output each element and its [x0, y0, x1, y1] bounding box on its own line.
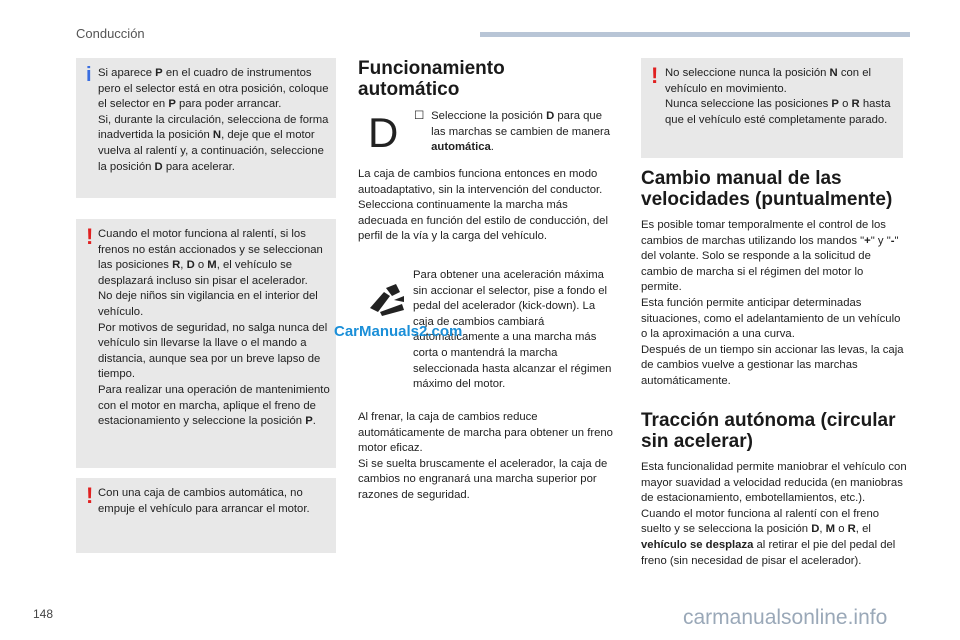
warning-note-push-start-text: Con una caja de cambios automática, no empuje el vehículo para arrancar el motor. [98, 487, 310, 515]
checkbox-icon: ☐ [414, 110, 425, 122]
info-note-text: Si aparece P en el cuadro de instrumentos pero el selector está en otra posición, coloque el selector en P para poder arrancar. Si, durante la circulación, selecciona de forma inadvertida la posición N, deje que el motor vuelva al ralentí y, a continuación, seleccione la posición D para acelerar. [98, 67, 329, 173]
section-header: Conducción [76, 26, 145, 41]
accelerator-pedal-icon [366, 282, 406, 318]
auto-step: ☐ Seleccione la posición D para que las marchas se cambien de manera automática. [414, 110, 611, 154]
warning-note-push-start [76, 478, 336, 553]
watermark: CarManuals2.com [334, 323, 463, 340]
warning-note-idle [76, 219, 336, 468]
creep-section-title: Tracción autónoma (circular sin acelerar) [641, 410, 896, 452]
warning-note-neutral [641, 58, 903, 158]
auto-section-title: Funcionamiento automático [358, 58, 505, 100]
page-number: 148 [33, 607, 54, 621]
auto-para2: Al frenar, la caja de cambios reduce automáticamente de marcha para obtener un freno motor eficaz. Si se suelta bruscamente el acelerador, la caja de cambios no engranará una marcha superior por razones de seguridad. [358, 411, 613, 501]
manual-body: Es posible tomar temporalmente el control de los cambios de marchas utilizando los mandos "+" y "-" del volante. Solo se responde a la solicitud de cambio de marcha si el régimen del motor lo permite. Esta función permite anticipar determinadas situaciones, como el adelantamiento de un vehículo o la aproximación a una curva. Después de un tiempo sin accionar las levas, la caja de cambios vuelve a gestionar las marchas automáticamente. [641, 219, 904, 387]
warning-icon: ! [86, 483, 94, 508]
info-note [76, 58, 336, 198]
kickdown-text: Para obtener una aceleración máxima sin accionar el selector, pise a fondo el pedal del acelerador (kick-down). La caja de cambios cambiará automáticamente a una marcha más corta o mantendrá la marcha seleccionada hasta alcanzar el régimen máximo del motor. [413, 269, 612, 391]
auto-para1: La caja de cambios funciona entonces en modo autoadaptativo, sin la intervención del conductor. Selecciona continuamente la marcha más adecuada en función del estilo de conducción, del perfil de la vía y la carga del vehículo. [358, 168, 608, 243]
info-icon: i [86, 64, 92, 86]
footer-url: carmanualsonline.info [683, 606, 888, 629]
creep-body: Esta funcionalidad permite maniobrar el vehículo con mayor suavidad a velocidad reducida (en maniobras de estacionamiento, embotellamientos, etc.). Cuando el motor funciona al ralentí con el freno suelto y se selecciona la posición D, M o R, el vehículo se desplaza al retirar el pie del pedal del freno (sin necesidad de pisar el acelerador). [641, 461, 907, 567]
gear-d-symbol: D [368, 109, 399, 156]
warning-icon: ! [86, 224, 94, 249]
warning-note-neutral-text: No seleccione nunca la posición N con el vehículo en movimiento. Nunca seleccione las posiciones P o R hasta que el vehículo esté completamente parado. [665, 67, 891, 126]
manual-section-title: Cambio manual de las velocidades (puntualmente) [641, 168, 893, 210]
header-bar [480, 32, 910, 37]
warning-note-idle-text: Cuando el motor funciona al ralentí, si los frenos no están accionados y se seleccionan las posiciones R, D o M, el vehículo se desplazará incluso sin pisar el acelerador. No deje niños sin vigilancia en el interior del vehículo. Por motivos de seguridad, no salga nunca del vehículo sin llevarse la llave o el mando a distancia, aunque sea por un breve lapso de tiempo. Para realizar una operación de mantenimiento con el motor en marcha, aplique el freno de estacionamiento y seleccione la posición P. [98, 228, 330, 428]
warning-icon: ! [651, 63, 659, 88]
